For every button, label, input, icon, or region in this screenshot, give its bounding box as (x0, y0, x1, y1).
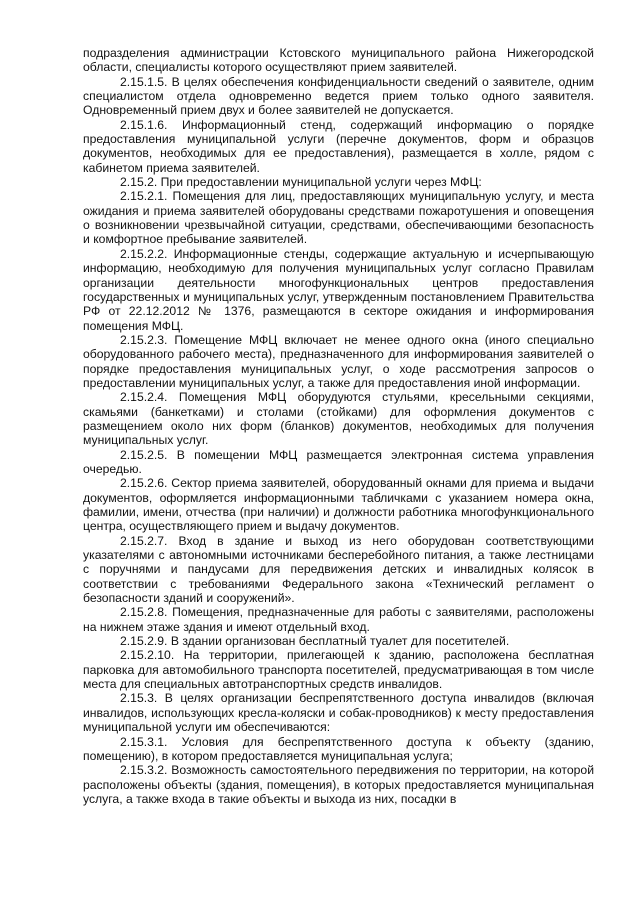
paragraph: 2.15.2.10. На территории, прилегающей к зданию, расположена бесплатная парковка для автомобильного транспорта посетителей, предусматривающая в том числе места для специальных автотранспортных средств инвалидов. (83, 648, 594, 692)
paragraph: 2.15.2.9. В здании организован бесплатный туалет для посетителей. (120, 634, 510, 649)
paragraph: 2.15.3.2. Возможность самостоятельного передвижения по территории, на которой расположены объекты (здания, помещения), в которых предоставляется муниципальная услуга, а также входа в такие объекты и выхода из них, посадки в (83, 763, 594, 806)
paragraph: 2.15.2. При предоставлении муниципальной услуги через МФЦ: (120, 175, 482, 190)
paragraph: подразделения администрации Кстовского муниципального района Нижегородской области, специалисты которого осуществляют прием заявителей. (83, 46, 594, 75)
paragraph: 2.15.2.5. В помещении МФЦ размещается электронная система управления очередью. (83, 447, 594, 476)
paragraph: 2.15.3.1. Условия для беспрепятственного доступа к объекту (зданию, помещению), в котором предоставляется муниципальная услуга; (83, 734, 594, 763)
paragraph: 2.15.3. В целях организации беспрепятственного доступа инвалидов (включая инвалидов, использующих кресла-коляски и собак-проводников) к месту предоставления муниципальной услуги им обеспечиваются: (83, 691, 594, 735)
paragraph: 2.15.1.6. Информационный стенд, содержащий информацию о порядке предоставления муниципальной услуги (перечне документов, форм и образцов документов, необходимых для ее предоставления), размещается в холле, рядом с кабинетом приема заявителей. (83, 117, 594, 175)
paragraph: 2.15.2.8. Помещения, предназначенные для работы с заявителями, расположены на нижнем этаже здания и имеют отдельный вход. (83, 605, 594, 634)
paragraph: 2.15.2.3. Помещение МФЦ включает не менее одного окна (иного специально оборудованного рабочего места), предназначенного для информирования заявителей о порядке предоставления муниципальных услуг, о ходе рассмотрения запросов о предоставлении муниципальных услуг, а также для предоставления иной информации. (83, 332, 594, 390)
paragraph: 2.15.2.1. Помещения для лиц, предоставляющих муниципальную услугу, и места ожидания и приема заявителей оборудованы средствами пожаротушения и оповещения о возникновении чрезвычайной ситуации, средствами, обеспечивающими безопасность и комфортное пребывание заявителей. (83, 189, 594, 247)
paragraph: 2.15.2.2. Информационные стенды, содержащие актуальную и исчерпывающую информацию, необходимую для получения муниципальных услуг согласно Правилам организации деятельности многофункциональных центров предоставления государственных и муниципальных услуг, утвержденным постановлением Правительства РФ от 22.12.2012 № 1376, размещаются в секторе ожидания и информирования помещения МФЦ. (83, 246, 594, 333)
paragraph: 2.15.2.6. Сектор приема заявителей, оборудованный окнами для приема и выдачи документов, оформляется информационными табличками с указанием номера окна, фамилии, имени, отчества (при наличии) и должности работника многофункционального центра, осуществляющего прием и выдачу документов. (83, 476, 594, 534)
paragraph: 2.15.2.7. Вход в здание и выход из него оборудован соответствующими указателями с автономными источниками бесперебойного питания, а также лестницами с поручнями и пандусами для передвижения детских и инвалидных колясок в соответствии с требованиями Федерального закона «Технический регламент о безопасности зданий и сооружений». (83, 533, 594, 606)
paragraph: 2.15.1.5. В целях обеспечения конфиденциальности сведений о заявителе, одним специалистом отдела одновременно ведется прием только одного заявителя. Одновременный прием двух и более заявителей не допускается. (83, 74, 594, 118)
paragraph: 2.15.2.4. Помещения МФЦ оборудуются стульями, кресельными секциями, скамьями (банкетками) и столами (стойками) для оформления документов с размещением около них форм (бланков) документов, необходимых для получения муниципальных услуг. (83, 390, 594, 448)
